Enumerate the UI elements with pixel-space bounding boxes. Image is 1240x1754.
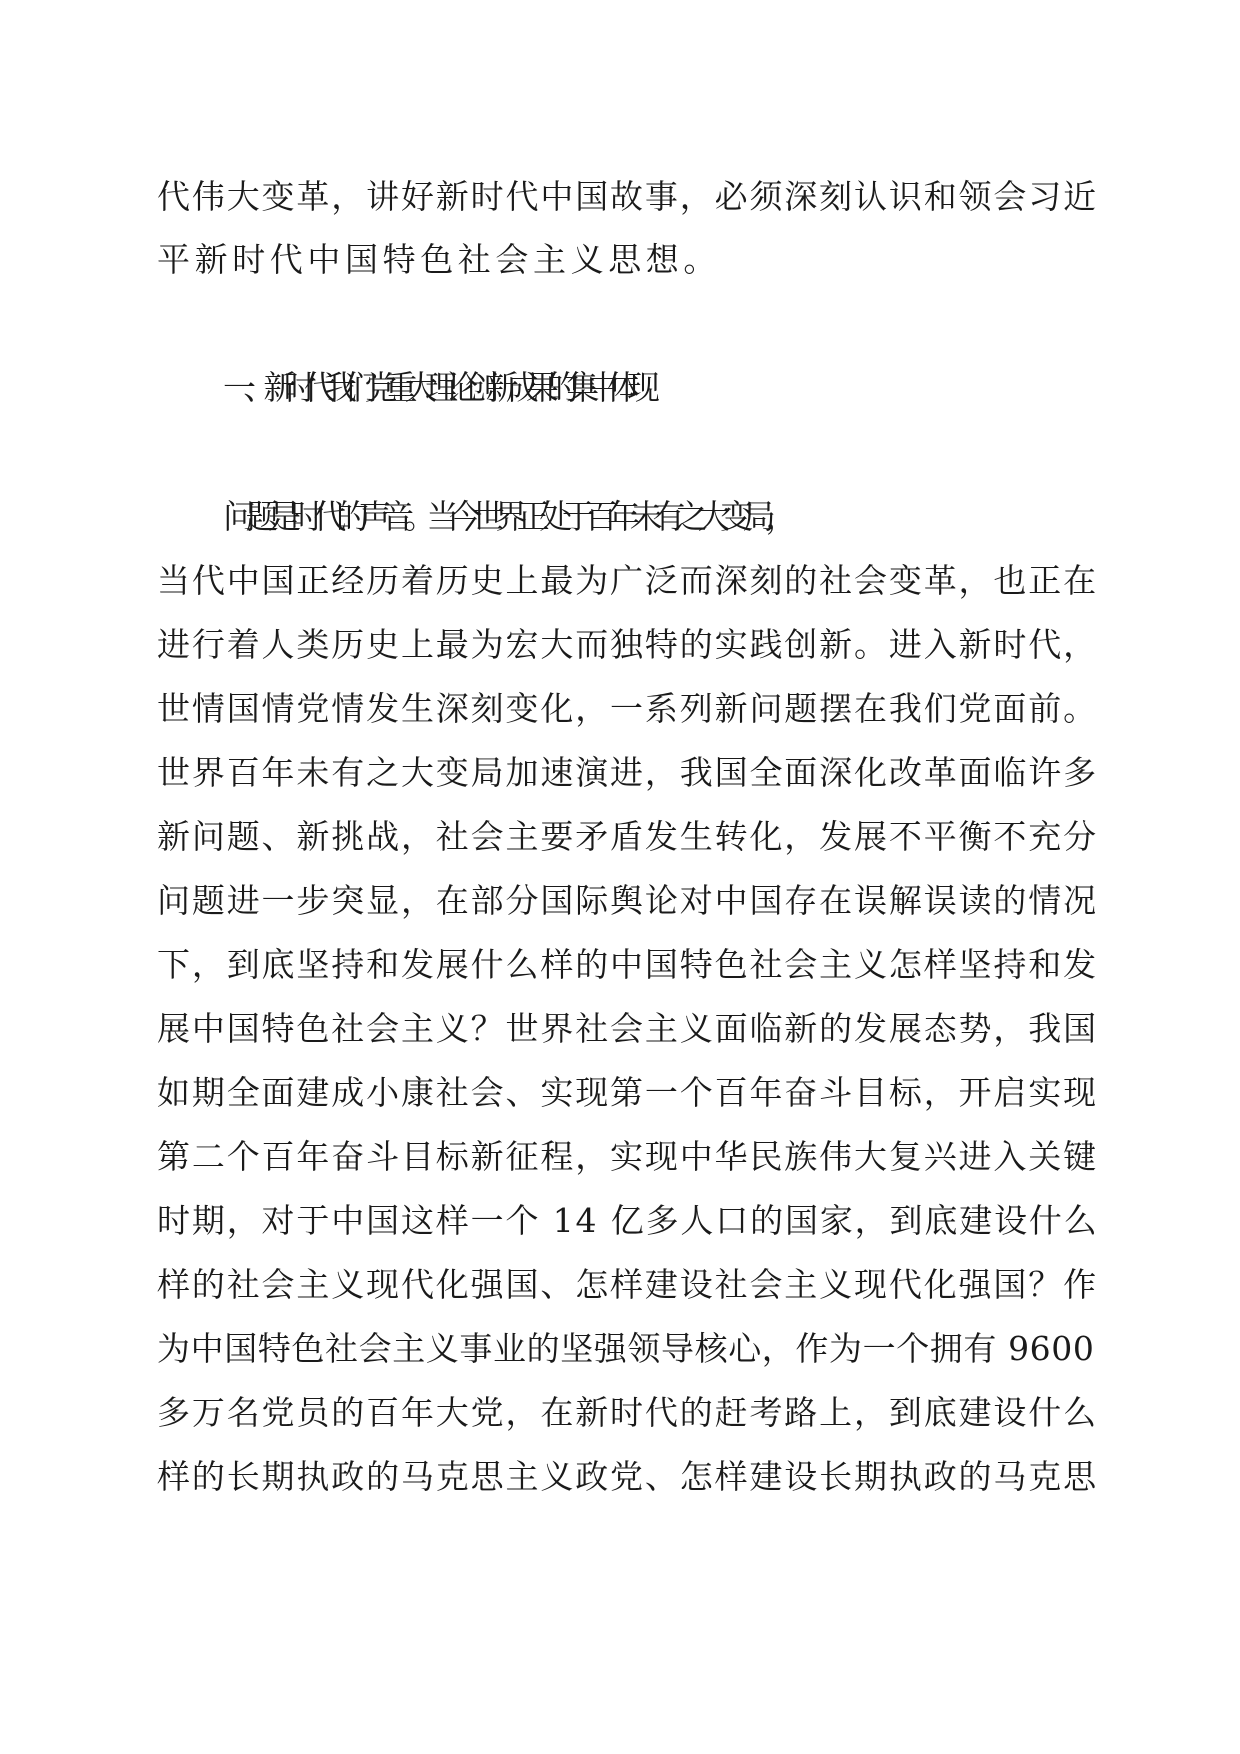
paragraph-line-14: 为中国特色社会主义事业的坚强领导核心，作为一个拥有 9600: [157, 1329, 1095, 1368]
paragraph-line-15: 多万名党员的百年大党，在新时代的赶考路上，到底建设什么: [157, 1393, 1098, 1432]
paragraph-line-13: 样的社会主义现代化强国、怎样建设社会主义现代化强国？作: [157, 1265, 1098, 1304]
intro-line-2: 平新时代中国特色社会主义思想。: [157, 240, 721, 279]
paragraph-line-8: 下，到底坚持和发展什么样的中国特色社会主义怎样坚持和发: [157, 945, 1098, 984]
paragraph-line-11: 第二个百年奋斗目标新征程，实现中华民族伟大复兴进入关键: [157, 1137, 1098, 1176]
paragraph-line-5: 世界百年未有之大变局加速演进，我国全面深化改革面临许多: [157, 753, 1098, 792]
paragraph-line-3: 进行着人类历史上最为宏大而独特的实践创新。进入新时代，: [157, 625, 1098, 664]
intro-line-1: 代伟大变革，讲好新时代中国故事，必须深刻认识和领会习近: [157, 177, 1098, 216]
paragraph-line-16: 样的长期执政的马克思主义政党、怎样建设长期执政的马克思: [157, 1457, 1098, 1496]
section-heading: 一、新时代我们党重大理论创新成果的集中体现: [223, 368, 648, 407]
paragraph-line-2: 当代中国正经历着历史上最为广泛而深刻的社会变革，也正在: [157, 561, 1098, 600]
paragraph-line-1: 问题是时代的声音。当今世界正处于百年未有之大变局，: [223, 497, 789, 536]
paragraph-line-10: 如期全面建成小康社会、实现第一个百年奋斗目标，开启实现: [157, 1073, 1098, 1112]
paragraph-line-6: 新问题、新挑战，社会主要矛盾发生转化，发展不平衡不充分: [157, 817, 1098, 856]
paragraph-line-7: 问题进一步突显，在部分国际舆论对中国存在误解误读的情况: [157, 881, 1098, 920]
paragraph-line-12: 时期，对于中国这样一个 14 亿多人口的国家，到底建设什么: [157, 1201, 1099, 1240]
paragraph-line-9: 展中国特色社会主义？世界社会主义面临新的发展态势，我国: [157, 1009, 1098, 1048]
paragraph-line-4: 世情国情党情发生深刻变化，一系列新问题摆在我们党面前。: [157, 689, 1098, 728]
